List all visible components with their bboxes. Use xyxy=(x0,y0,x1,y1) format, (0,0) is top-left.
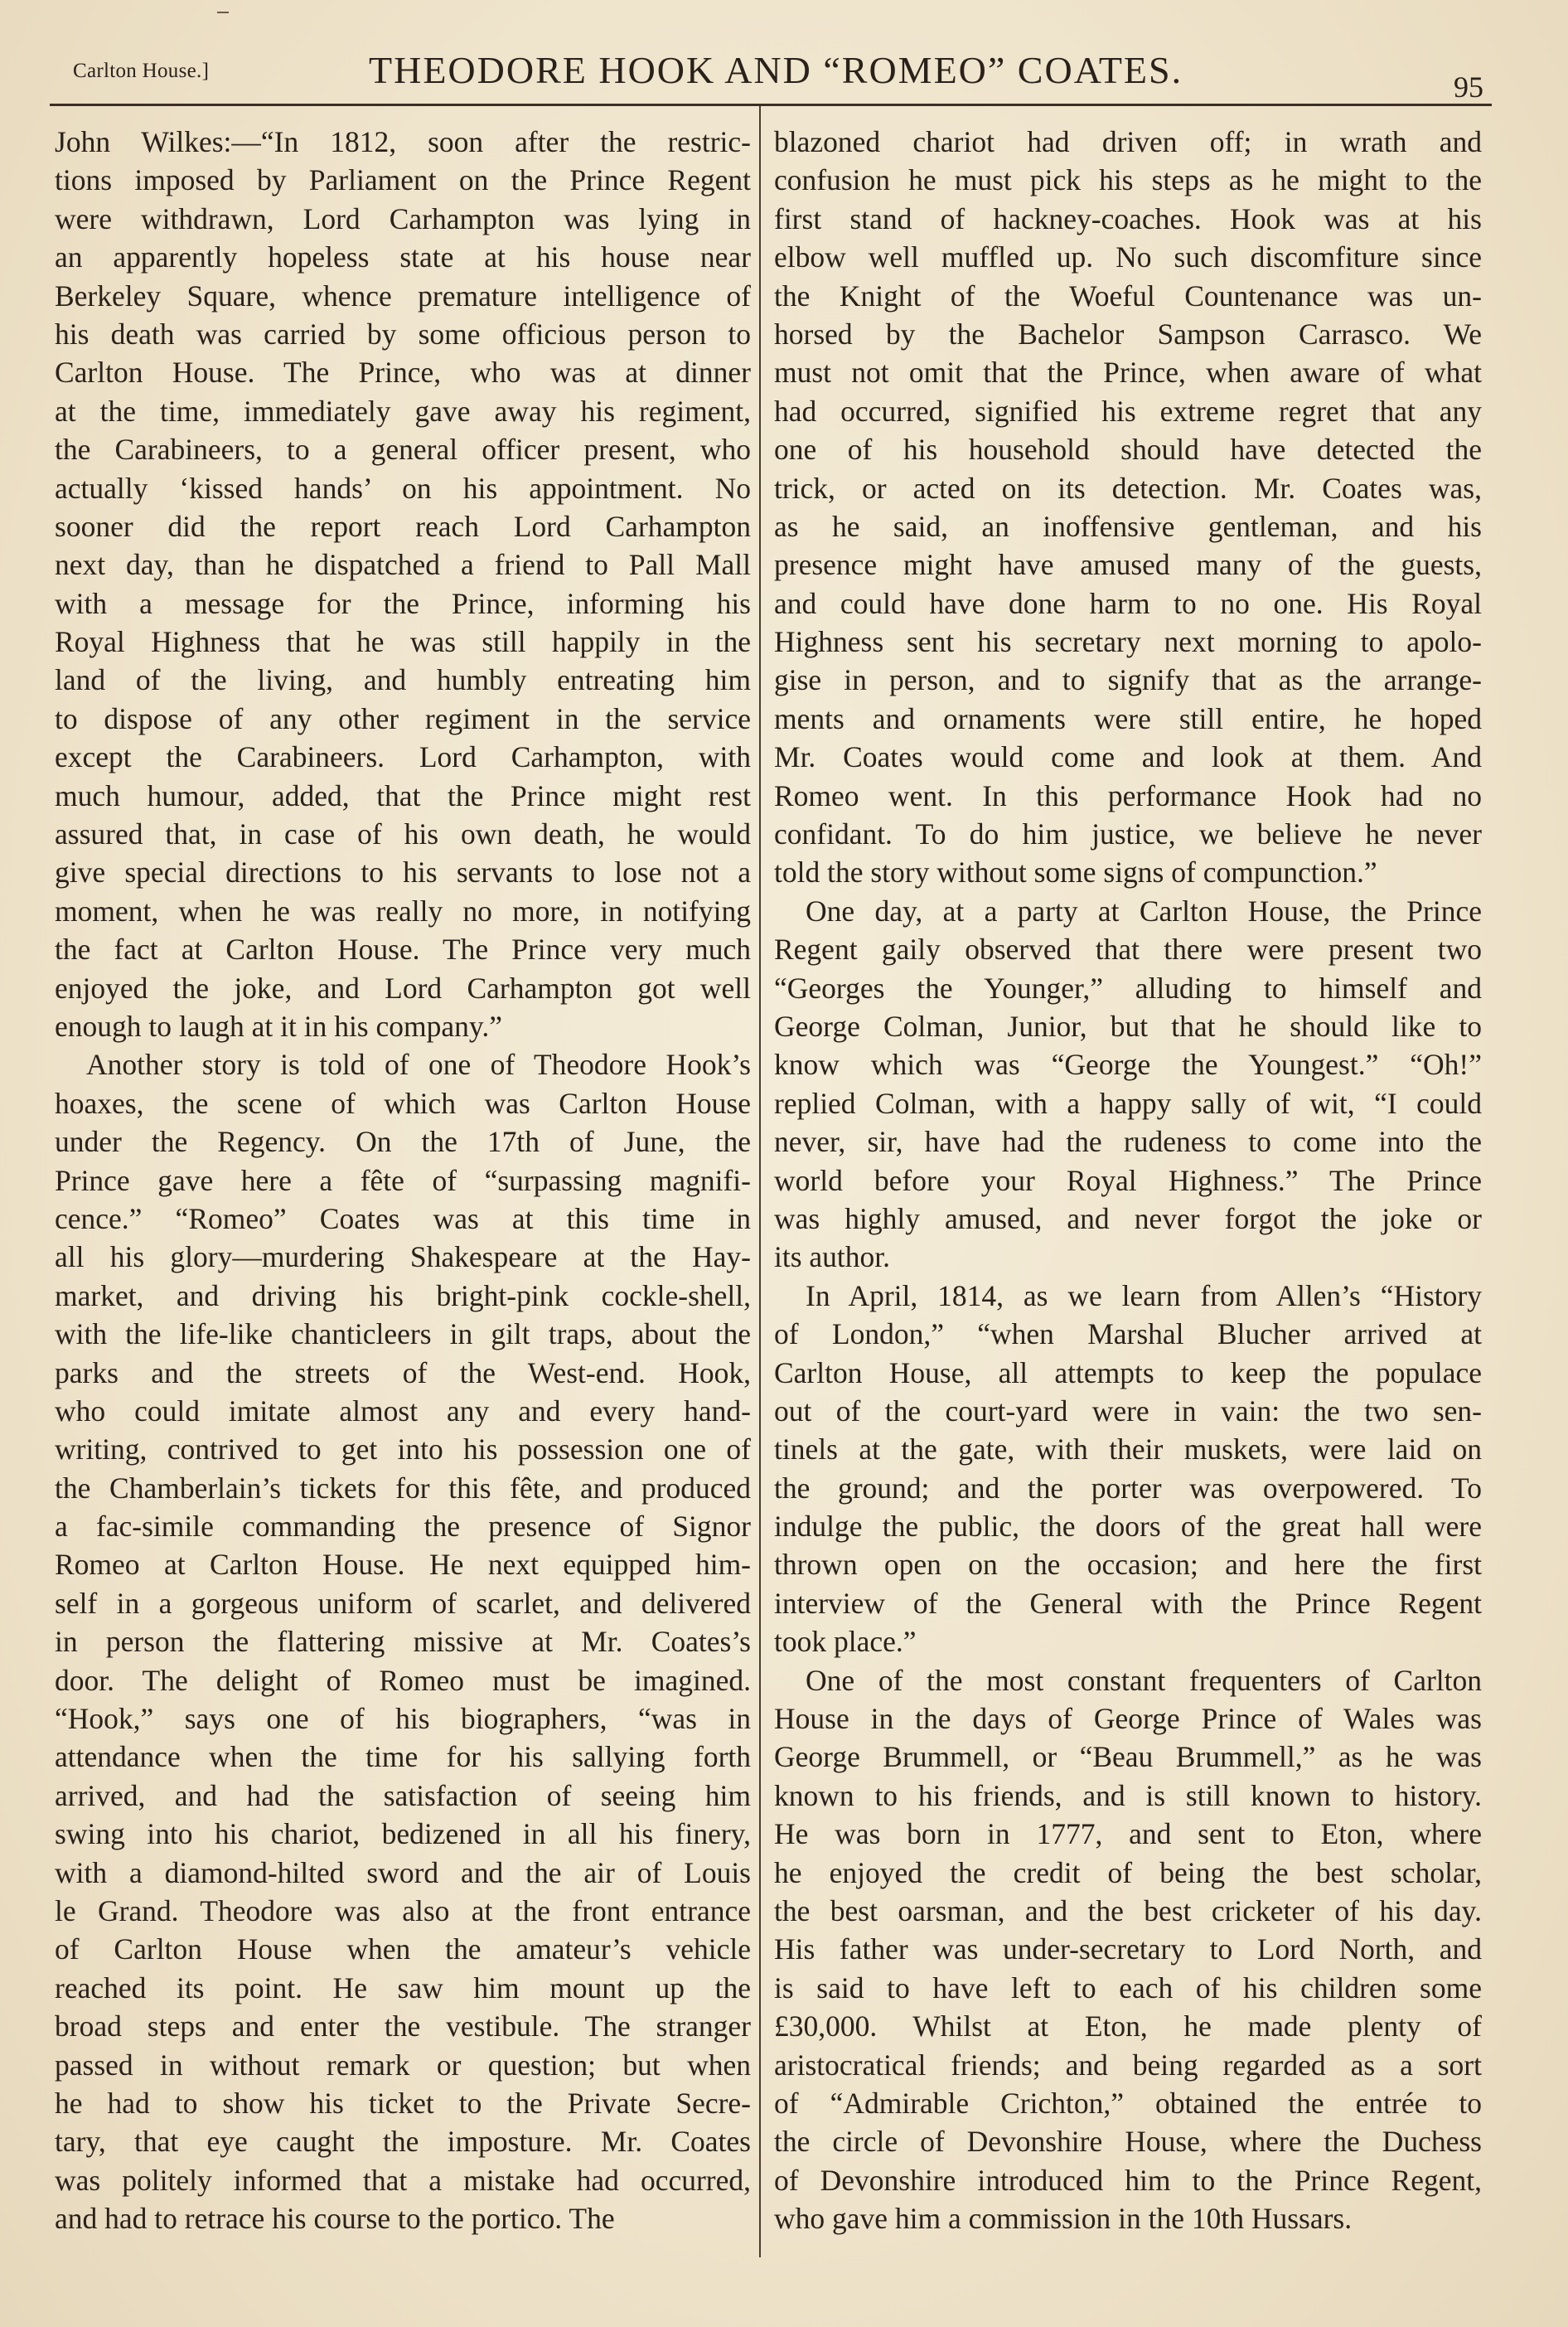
left-column xyxy=(55,123,751,2237)
text-line: Carlton House. The Prince, who was at dinner xyxy=(55,356,751,390)
text-line: and had to retrace his course to the portico. The xyxy=(55,2202,615,2236)
text-line: tinels at the gate, with their muskets, were laid on xyxy=(774,1433,1482,1466)
text-line: who gave him a commission in the 10th Hussars. xyxy=(774,2202,1353,2236)
text-line: market, and driving his bright-pink cockle-shell, xyxy=(55,1278,751,1312)
text-line: never, sir, have had the rudeness to come into the xyxy=(774,1125,1482,1159)
text-line: an apparently hopeless state at his house near xyxy=(55,240,751,274)
text-line: moment, when he was really no more, in notifying xyxy=(55,894,751,928)
text-line: who could imitate almost any and every hand- xyxy=(55,1394,751,1428)
text-line: with a diamond-hilted sword and the air of Louis xyxy=(55,1855,751,1889)
page-title: THEODORE HOOK AND “ROMEO” COATES. xyxy=(369,49,1183,91)
text-line: replied Colman, with a happy sally of wit, “I could xyxy=(774,1086,1482,1120)
text-line: Mr. Coates would come and look at them. And xyxy=(774,740,1482,774)
header-rule xyxy=(50,104,1492,106)
text-line: Regent gaily observed that there were present two xyxy=(774,933,1482,967)
text-line: assured that, in case of his own death, he would xyxy=(55,817,751,851)
text-line: land of the living, and humbly entreating him xyxy=(55,663,751,697)
text-line: Another story is told of one of Theodore Hook’s xyxy=(86,1048,751,1082)
text-line: he had to show his ticket to the Private Secre- xyxy=(55,2086,751,2120)
text-line: of “Admirable Crichton,” obtained the entrée to xyxy=(774,2086,1482,2120)
text-line: George Colman, Junior, but that he should like to xyxy=(774,1009,1482,1043)
page-number: 95 xyxy=(1454,70,1483,104)
text-line: John Wilkes:—“In 1812, soon after the restric- xyxy=(55,125,751,158)
text-line: one of his household should have detected the xyxy=(774,433,1482,467)
text-line: elbow well muffled up. No such discomfiture since xyxy=(774,240,1482,274)
page-mark xyxy=(217,12,229,13)
text-line: indulge the public, the doors of the great hall were xyxy=(774,1510,1482,1544)
text-line: the best oarsman, and the best cricketer of his day. xyxy=(774,1893,1482,1927)
text-line: parks and the streets of the West-end. Hook, xyxy=(55,1355,751,1389)
text-line: tions imposed by Parliament on the Prince Regent xyxy=(55,163,751,197)
text-line: took place.” xyxy=(774,1625,917,1659)
text-line: actually ‘kissed hands’ on his appointment. No xyxy=(55,471,751,505)
text-line: much humour, added, that the Prince might rest xyxy=(55,778,751,812)
text-line: the circle of Devonshire House, where the Duchess xyxy=(774,2125,1482,2159)
text-line: confidant. To do him justice, we believe he never xyxy=(774,817,1482,851)
text-line: in person the flattering missive at Mr. Coates’s xyxy=(55,1625,751,1659)
text-line: know which was “George the Youngest.” “Oh!” xyxy=(774,1048,1482,1082)
text-line: trick, or acted on its detection. Mr. Coates was, xyxy=(774,471,1482,505)
text-line: Romeo went. In this performance Hook had no xyxy=(774,778,1482,812)
text-line: was politely informed that a mistake had occurred, xyxy=(55,2163,751,2197)
page-header xyxy=(50,48,1492,106)
text-line: gise in person, and to signify that as the arrange- xyxy=(774,663,1482,697)
text-line: “Hook,” says one of his biographers, “was in xyxy=(55,1702,751,1736)
text-line: a fac-simile commanding the presence of Signor xyxy=(55,1510,751,1544)
text-line: tary, that eye caught the imposture. Mr. Coates xyxy=(55,2125,751,2159)
text-line: he enjoyed the credit of being the best scholar, xyxy=(774,1855,1482,1889)
text-line: the Chamberlain’s tickets for this fête, and produced xyxy=(55,1471,751,1505)
text-line: told the story without some signs of compunction.” xyxy=(774,856,1377,890)
text-line: of London,” “when Marshal Blucher arrived at xyxy=(774,1317,1482,1351)
text-line: world before your Royal Highness.” The Prince xyxy=(774,1163,1482,1197)
text-line: passed in without remark or question; but when xyxy=(55,2048,751,2082)
text-line: Prince gave here a fête of “surpassing magnifi- xyxy=(55,1163,751,1197)
text-line: hoaxes, the scene of which was Carlton House xyxy=(55,1086,751,1120)
text-line: George Brummell, or “Beau Brummell,” as he was xyxy=(774,1740,1482,1774)
text-line: arrived, and had the satisfaction of seeing him xyxy=(55,1778,751,1812)
text-line: interview of the General with the Prince Regent xyxy=(774,1586,1482,1620)
text-line: as he said, an inoffensive gentleman, and his xyxy=(774,509,1482,543)
text-line: £30,000. Whilst at Eton, he made plenty of xyxy=(774,2009,1482,2043)
text-line: of Devonshire introduced him to the Prince Regent, xyxy=(774,2163,1482,2197)
text-line: except the Carabineers. Lord Carhampton, with xyxy=(55,740,751,774)
text-line: is said to have left to each of his children some xyxy=(774,1971,1482,2005)
text-line: Carlton House, all attempts to keep the populace xyxy=(774,1355,1482,1389)
text-line: swing into his chariot, bedizened in all his finery, xyxy=(55,1817,751,1851)
text-line: aristocratical friends; and being regarded as a sort xyxy=(774,2048,1482,2082)
text-line: ments and ornaments were still entire, he hoped xyxy=(774,701,1482,735)
text-line: and could have done harm to no one. His Royal xyxy=(774,586,1482,620)
text-line: presence might have amused many of the guests, xyxy=(774,548,1482,582)
text-line: under the Regency. On the 17th of June, the xyxy=(55,1125,751,1159)
text-line: horsed by the Bachelor Sampson Carrasco. We xyxy=(774,317,1482,351)
text-line: “Georges the Younger,” alluding to himself and xyxy=(774,971,1482,1005)
text-line: his death was carried by some officious person to xyxy=(55,317,751,351)
text-line: out of the court-yard were in vain: the two sen- xyxy=(774,1394,1482,1428)
text-line: One of the most constant frequenters of Carlton xyxy=(806,1663,1482,1697)
text-line: thrown open on the occasion; and here the first xyxy=(774,1548,1482,1582)
column-divider xyxy=(759,106,761,2257)
right-column xyxy=(774,123,1482,2237)
text-line: confusion he must pick his steps as he might to the xyxy=(774,163,1482,197)
text-line: next day, than he dispatched a friend to Pall Mall xyxy=(55,548,751,582)
text-line: le Grand. Theodore was also at the front entrance xyxy=(55,1893,751,1927)
text-line: the fact at Carlton House. The Prince very much xyxy=(55,933,751,967)
text-line: Berkeley Square, whence premature intelligence of xyxy=(55,279,751,313)
text-line: of Carlton House when the amateur’s vehicle xyxy=(55,1932,751,1966)
text-line: Romeo at Carlton House. He next equipped him- xyxy=(55,1548,751,1582)
text-line: writing, contrived to get into his possession one of xyxy=(55,1433,751,1466)
text-line: the ground; and the porter was overpowered. To xyxy=(774,1471,1482,1505)
text-line: He was born in 1777, and sent to Eton, where xyxy=(774,1817,1482,1851)
text-line: the Knight of the Woeful Countenance was un- xyxy=(774,279,1482,313)
text-line: the Carabineers, to a general officer present, who xyxy=(55,433,751,467)
text-line: known to his friends, and is still known to history. xyxy=(774,1778,1482,1812)
text-line: with a message for the Prince, informing his xyxy=(55,586,751,620)
text-line: give special directions to his servants to lose not a xyxy=(55,856,751,890)
text-line: In April, 1814, as we learn from Allen’s “History xyxy=(806,1278,1482,1312)
text-line: its author. xyxy=(774,1240,891,1274)
text-line: cence.” “Romeo” Coates was at this time in xyxy=(55,1201,751,1235)
text-line: were withdrawn, Lord Carhampton was lying in xyxy=(55,201,751,235)
text-line: had occurred, signified his extreme regret that any xyxy=(774,394,1482,428)
text-line: at the time, immediately gave away his regiment, xyxy=(55,394,751,428)
text-line: first stand of hackney-coaches. Hook was at his xyxy=(774,201,1482,235)
text-line: with the life-like chanticleers in gilt traps, about the xyxy=(55,1317,751,1351)
text-line: to dispose of any other regiment in the service xyxy=(55,701,751,735)
text-line: self in a gorgeous uniform of scarlet, and delivered xyxy=(55,1586,751,1620)
text-line: all his glory—murdering Shakespeare at the Hay- xyxy=(55,1240,751,1274)
text-line: was highly amused, and never forgot the joke or xyxy=(774,1201,1482,1235)
text-line: must not omit that the Prince, when aware of what xyxy=(774,356,1482,390)
text-line: broad steps and enter the vestibule. The stranger xyxy=(55,2009,751,2043)
text-line: attendance when the time for his sallying forth xyxy=(55,1740,751,1774)
text-line: reached its point. He saw him mount up the xyxy=(55,1971,751,2005)
text-line: His father was under-secretary to Lord North, and xyxy=(774,1932,1482,1966)
text-line: sooner did the report reach Lord Carhampton xyxy=(55,509,751,543)
running-head: Carlton House.] xyxy=(73,60,210,82)
text-line: Royal Highness that he was still happily in the xyxy=(55,625,751,659)
text-line: One day, at a party at Carlton House, the Prince xyxy=(806,894,1482,928)
text-line: enough to laugh at it in his company.” xyxy=(55,1009,502,1043)
text-line: Highness sent his secretary next morning to apolo- xyxy=(774,625,1482,659)
text-line: House in the days of George Prince of Wales was xyxy=(774,1702,1482,1736)
text-line: enjoyed the joke, and Lord Carhampton got well xyxy=(55,971,751,1005)
text-line: blazoned chariot had driven off; in wrath and xyxy=(774,125,1482,158)
text-line: door. The delight of Romeo must be imagined. xyxy=(55,1663,751,1697)
